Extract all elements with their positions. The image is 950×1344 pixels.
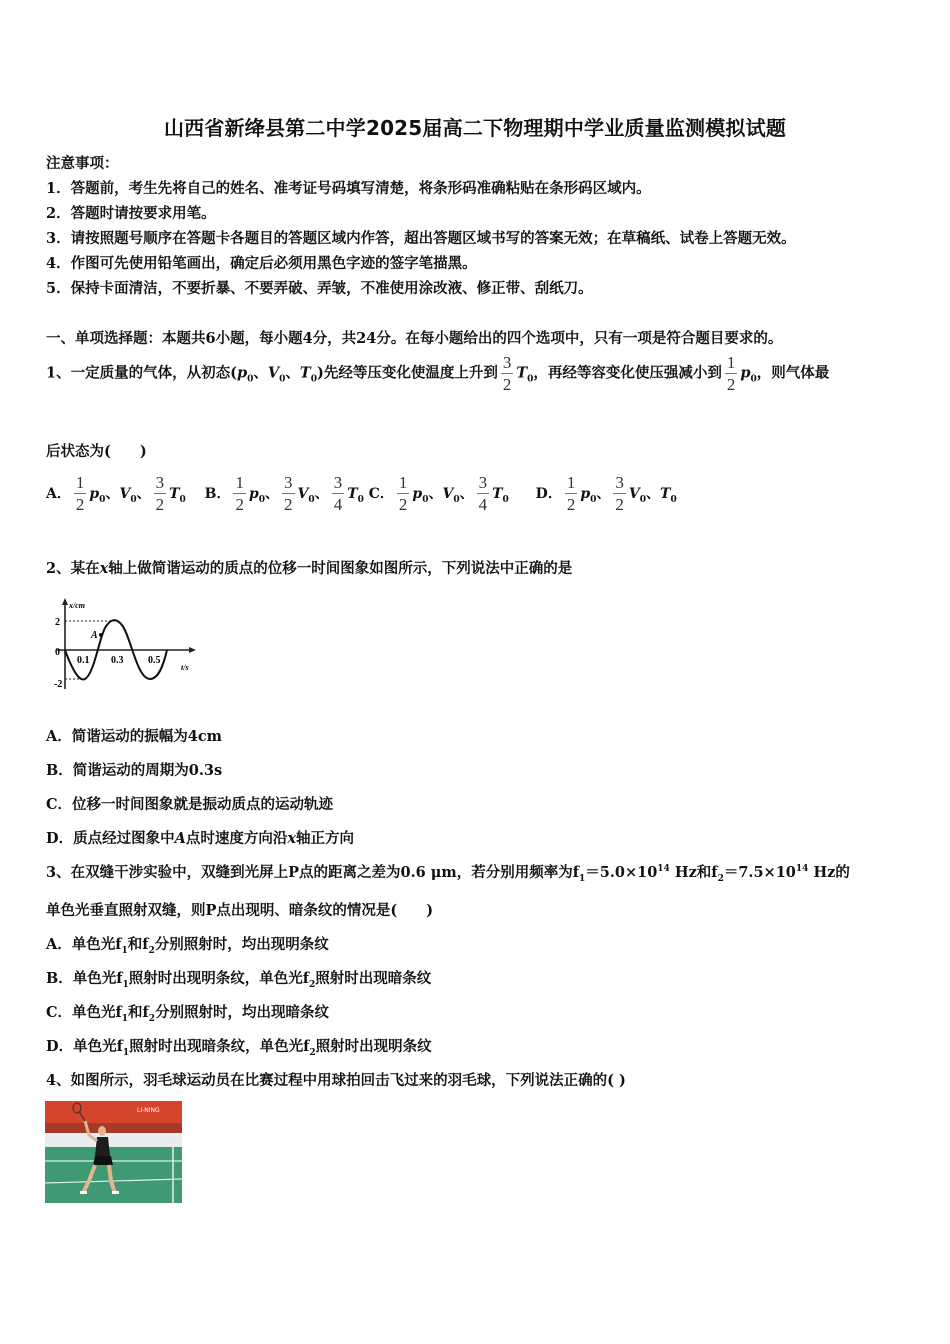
- notice-heading: 注意事项：: [46, 155, 119, 172]
- question-2-option-d: D．质点经过图象中A点时速度方向沿x轴正方向: [46, 830, 354, 847]
- page-title: 山西省新绛县第二中学2025届高二下物理期中学业质量监测模拟试题: [163, 116, 787, 140]
- option-c: C． $\frac{1}{2}$ $p_0$、$V_0$、 $\frac{3}{4}$ $T_0$: [368, 473, 509, 514]
- badminton-player-photo: [45, 1101, 182, 1203]
- advert-board: [45, 1133, 182, 1147]
- option-d: D． $\frac{1}{2}$ $p_0$、 $\frac{3}{2}$ $V_0$、$T_0$: [535, 473, 677, 514]
- y-tick-top: 2: [55, 617, 60, 628]
- notice-item-5: 5．保持卡面清洁，不要折暴、不要弄破、弄皱，不准使用涂改液、修正带、刮纸刀。: [46, 280, 593, 297]
- fraction: $\frac{1}{2}$: [726, 353, 736, 394]
- notice-item-4: 4．作图可先使用铅笔画出，确定后必须用黑色字迹的签字笔描黑。: [46, 255, 477, 272]
- banner-text: LI-NING: [137, 1107, 160, 1114]
- y-axis-arrow: [62, 598, 68, 605]
- question-3-option-d: D．单色光$f_1$照射时出现暗条纹，单色光$f_2$照射时出现明条纹: [46, 1038, 432, 1058]
- x-axis-label: t/s: [181, 663, 189, 672]
- origin-label: 0: [55, 647, 60, 658]
- question-3-option-b: B．单色光$f_1$照射时出现明条纹，单色光$f_2$照射时出现暗条纹: [46, 970, 432, 990]
- red-wall: [45, 1101, 182, 1123]
- point-a: [99, 633, 103, 637]
- displacement-time-graph: [55, 597, 200, 692]
- x-axis-arrow: [189, 647, 196, 653]
- wall-shadow: [45, 1123, 182, 1133]
- y-axis-label: x/cm: [69, 601, 85, 610]
- y-tick-bottom: -2: [54, 679, 63, 690]
- fraction: $\frac{3}{2}$: [502, 353, 512, 394]
- right-shoe: [112, 1191, 119, 1194]
- x-tick-2: 0.3: [111, 655, 124, 666]
- question-2-stem: 2、某在x轴上做简谐运动的质点的位移一时间图象如图所示，下列说法中正确的是: [46, 560, 573, 577]
- x-tick-1: 0.1: [77, 655, 90, 666]
- question-3-stem: 3、在双缝干涉实验中，双缝到光屏上P点的距离之差为0.6 μm，若分别用频率为$f_1=5.0\times 10^{14}$ Hz和$f_2=7.5\times 10^{14}$ Hz的: [46, 864, 850, 884]
- section-heading: 一、单项选择题：本题共6小题，每小题4分，共24分。在每小题给出的四个选项中，只有一项是符合题目要求的。: [46, 330, 783, 347]
- player-head: [98, 1126, 106, 1136]
- question-3-option-a: A．单色光$f_1$和$f_2$分别照射时，均出现明条纹: [46, 936, 329, 956]
- notice-item-2: 2．答题时请按要求用笔。: [46, 205, 216, 222]
- question-1-stem-line2: 后状态为( ): [46, 443, 147, 460]
- player-shorts: [93, 1156, 113, 1165]
- option-b: B． $\frac{1}{2}$ $p_0$、 $\frac{3}{2}$ $V_0$、 $\frac{3}{4}$ $T_0$: [204, 473, 364, 514]
- question-2-option-a: A．简谐运动的振幅为4cm: [46, 728, 223, 745]
- question-1-stem: 1、一定质量的气体，从初态($p_0$、$V_0$、$T_0$)先经等压变化使温度上升到 $\frac{3}{2}$ $T_0$，再经等容变化使压强减小到 $\frac{1}{2}$ $p_0$，则气体最: [46, 353, 830, 394]
- left-shoe: [80, 1191, 87, 1194]
- question-4-stem: 4、如图所示，羽毛球运动员在比赛过程中用球拍回击飞过来的羽毛球，下列说法正确的( ): [46, 1072, 626, 1089]
- question-2-option-b: B．简谐运动的周期为0.3s: [46, 762, 223, 779]
- question-3-option-c: C．单色光$f_1$和$f_2$分别照射时，均出现暗条纹: [46, 1004, 330, 1024]
- option-a: A． $\frac{1}{2}$ $p_0$、$V_0$、 $\frac{3}{2}$ $T_0$: [46, 473, 186, 514]
- notice-item-3: 3．请按照题号顺序在答题卡各题目的答题区域内作答，超出答题区域书写的答案无效；在草稿纸、试卷上答题无效。: [46, 230, 796, 247]
- x-tick-3: 0.5: [148, 655, 161, 666]
- question-2-option-c: C．位移一时间图象就是振动质点的运动轨迹: [46, 796, 334, 813]
- question-1-options: [46, 474, 677, 513]
- question-3-stem-line2: 单色光垂直照射双缝，则P点出现明、暗条纹的情况是( ): [46, 902, 434, 919]
- notice-item-1: 1．答题前，考生先将自己的姓名、准考证号码填写清楚，将条形码准确粘贴在条形码区域内。: [46, 180, 651, 197]
- point-a-label: A: [91, 630, 98, 641]
